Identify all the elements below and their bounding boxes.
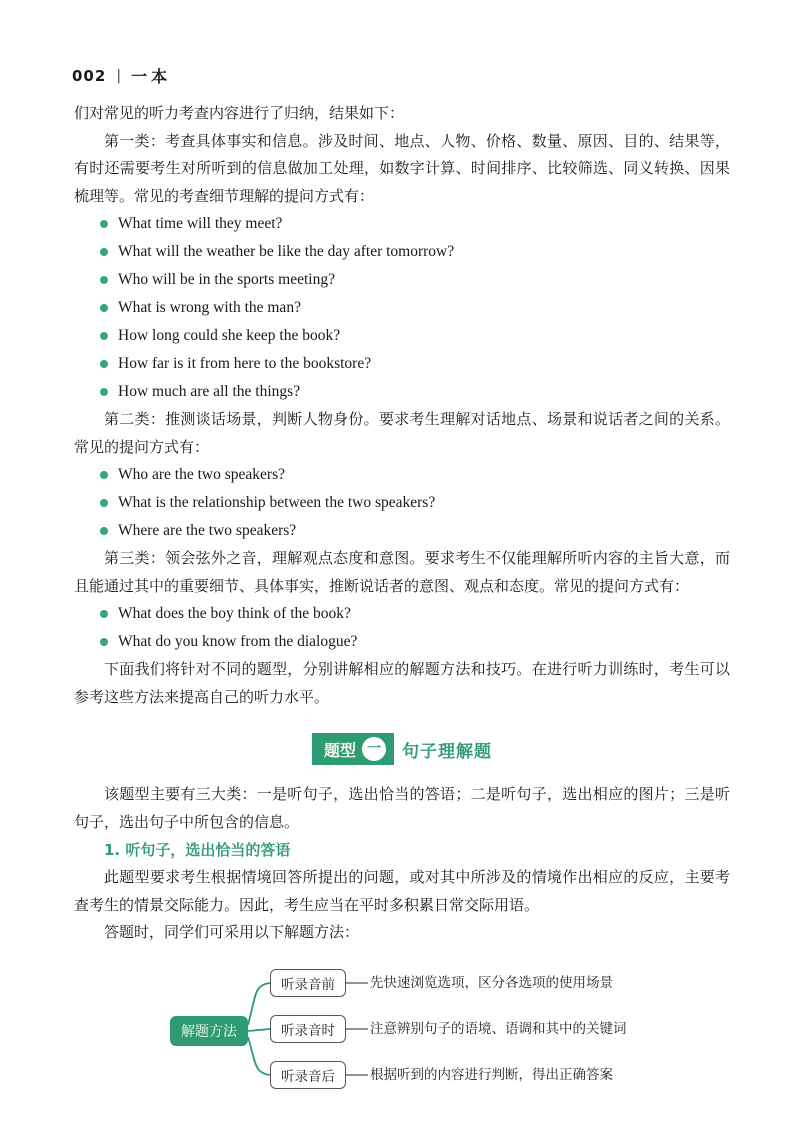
question-text: Who will be in the sports meeting? [118,271,335,288]
bullet-icon [100,276,108,284]
question-text: What does the boy think of the book? [118,605,351,622]
type1-question-list [74,210,730,406]
list-item [100,266,730,294]
question-text: How much are all the things? [118,383,301,400]
list-item [100,489,730,517]
question-text: What time will they meet? [118,215,283,232]
question-text: What is the relationship between the two speakers? [118,494,436,511]
list-item [100,322,730,350]
list-item [100,461,730,489]
bullet-icon [100,360,108,368]
section-title: 句子理解题 [402,741,492,762]
sub1-body-paragraph: 此题型要求考生根据情境回答所提出的问题，或对其中所涉及的情境作出相应的反应，主要考查考生的情景交际能力。因此，考生应当在平时多积累日常交际用语。 [74,868,730,914]
book-title: 一本 [131,67,172,86]
list-item [100,210,730,238]
bullet-icon [100,471,108,479]
list-item [100,600,730,628]
diagram-center-node: 解题方法 [170,1016,248,1046]
list-item [100,378,730,406]
header-separator: | [116,67,122,84]
type3-question-list [74,600,730,656]
step-before-listening: 听录音前 [270,969,346,997]
question-text: Who are the two speakers? [118,466,285,483]
method-lead-paragraph: 答题时，同学们可采用以下解题方法： [104,923,360,941]
type2-paragraph: 第二类：推测谈话场景，判断人物身份。要求考生理解对话地点、场景和说话者之间的关系。常见的提问方式有： [74,410,730,456]
step-before-desc: 先快速浏览选项，区分各选项的使用场景 [370,974,613,991]
list-item [100,517,730,545]
bullet-icon [100,388,108,396]
section-banner [74,733,730,765]
page-number: 002 [72,66,107,85]
bullet-icon [100,220,108,228]
list-item [100,238,730,266]
question-text: Where are the two speakers? [118,522,297,539]
list-item [100,294,730,322]
type1-paragraph: 第一类：考查具体事实和信息。涉及时间、地点、人物、价格、数量、原因、目的、结果等，有时还需要考生对所听到的信息做加工处理，如数字计算、时间排序、比较筛选、同义转换、因果梳理等。常见的考查细节理解的提问方式有： [74,131,730,205]
section-label-box [312,733,394,765]
page-header [72,64,171,87]
section-intro-paragraph: 该题型主要有三大类：一是听句子，选出恰当的答语；二是听句子，选出相应的图片；三是听句子，选出句子中所包含的信息。 [74,785,730,831]
question-text: What do you know from the dialogue? [118,633,358,650]
intro-paragraph: 们对常见的听力考查内容进行了归纳，结果如下： [74,104,405,122]
question-text: How long could she keep the book? [118,327,341,344]
list-item [100,628,730,656]
section-label: 题型 [323,740,356,760]
type2-question-list [74,461,730,545]
section-number-badge: 一 [362,737,386,761]
bullet-icon [100,248,108,256]
method-diagram [74,955,730,1095]
bullet-icon [100,527,108,535]
step-while-listening: 听录音时 [270,1015,346,1043]
bullet-icon [100,499,108,507]
question-text: What will the weather be like the day after tomorrow? [118,243,455,260]
bullet-icon [100,610,108,618]
step-after-listening: 听录音后 [270,1061,346,1089]
type3-paragraph: 第三类：领会弦外之音，理解观点态度和意图。要求考生不仅能理解所听内容的主旨大意，而且能通过其中的重要细节、具体事实，推断说话者的意图、观点和态度。常见的提问方式有： [74,549,730,595]
question-text: How far is it from here to the bookstore? [118,355,372,372]
page-content [74,100,730,1095]
outro-paragraph: 下面我们将针对不同的题型，分别讲解相应的解题方法和技巧。在进行听力训练时，考生可以参考这些方法来提高自己的听力水平。 [74,660,730,706]
bullet-icon [100,304,108,312]
bullet-icon [100,638,108,646]
list-item [100,350,730,378]
bullet-icon [100,332,108,340]
question-text: What is wrong with the man? [118,299,301,316]
sub-heading: 1. 听句子，选出恰当的答语 [104,841,291,859]
step-while-desc: 注意辨别句子的语境、语调和其中的关键词 [370,1020,627,1037]
step-after-desc: 根据听到的内容进行判断，得出正确答案 [370,1066,613,1083]
